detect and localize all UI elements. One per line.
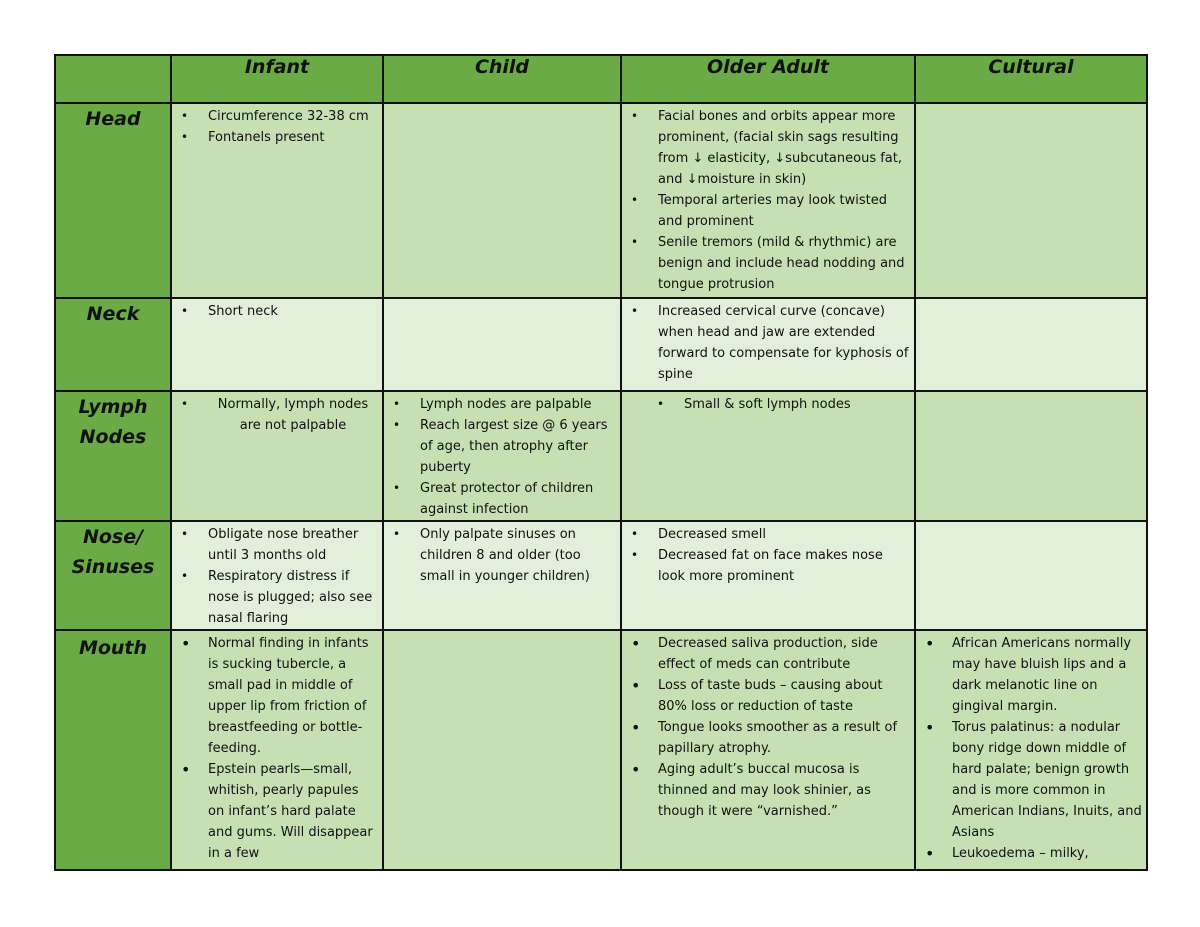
cell-lymph-infant xyxy=(171,391,383,521)
row-label-neck xyxy=(55,298,171,391)
cell-mouth-child xyxy=(383,630,621,870)
list-item: • Decreased smell xyxy=(658,524,910,545)
cell-mouth-cultural xyxy=(915,630,1147,870)
list-item: • Epstein pearls—small, whitish, pearly papules on infant’s hard palate and gums. Will disappear in a few xyxy=(208,759,378,864)
cell-neck-infant xyxy=(171,298,383,391)
list-item: • Decreased saliva production, side effect of meds can contribute xyxy=(658,633,910,675)
list-item: • Normally, lymph nodes are not palpable xyxy=(208,394,378,436)
row-label-line: Nose/ xyxy=(82,526,144,548)
list-item: • Senile tremors (mild & rhythmic) are benign and include head nodding and tongue protrusion xyxy=(658,232,910,295)
cell-neck-cultural xyxy=(915,298,1147,391)
row-label-line: Head xyxy=(85,108,141,130)
row-nose-sinuses xyxy=(55,521,1147,630)
header-row xyxy=(55,55,1147,103)
list-item: • Only palpate sinuses on children 8 and older (too small in younger children) xyxy=(420,524,616,587)
row-label-lymph-nodes xyxy=(55,391,171,521)
cell-nose-cultural xyxy=(915,521,1147,630)
cell-mouth-infant xyxy=(171,630,383,870)
cell-head-child xyxy=(383,103,621,298)
row-label-line: Lymph xyxy=(78,396,148,418)
col-header-infant: Infant xyxy=(171,55,383,103)
cell-nose-older-adult xyxy=(621,521,915,630)
cell-head-infant xyxy=(171,103,383,298)
row-label-line: Nodes xyxy=(79,426,147,448)
list-item: • Lymph nodes are palpable xyxy=(420,394,616,415)
list-item: • Leukoedema – milky, xyxy=(952,843,1142,864)
list-item: • African Americans normally may have bluish lips and a dark melanotic line on gingival margin. xyxy=(952,633,1142,717)
list-item: • Fontanels present xyxy=(208,127,378,148)
cell-neck-older-adult xyxy=(621,298,915,391)
row-label-line: Sinuses xyxy=(71,556,155,578)
cell-lymph-child xyxy=(383,391,621,521)
list-item: • Great protector of children against infection xyxy=(420,478,616,520)
row-lymph-nodes xyxy=(55,391,1147,521)
list-item: • Short neck xyxy=(208,301,378,322)
row-label-mouth xyxy=(55,630,171,870)
cell-head-older-adult xyxy=(621,103,915,298)
assessment-table xyxy=(54,54,1148,871)
row-neck xyxy=(55,298,1147,391)
row-label-line: Neck xyxy=(86,303,140,325)
cell-head-cultural xyxy=(915,103,1147,298)
corner-header xyxy=(55,55,171,103)
cell-neck-child xyxy=(383,298,621,391)
list-item: • Increased cervical curve (concave) when head and jaw are extended forward to compensate for kyphosis of spine xyxy=(658,301,910,385)
list-item: • Normal finding in infants is sucking tubercle, a small pad in middle of upper lip from friction of breastfeeding or bottle-feeding. xyxy=(208,633,378,759)
list-item: • Facial bones and orbits appear more prominent, (facial skin sags resulting from ↓ elasticity, ↓subcutaneous fat, and ↓moisture in skin) xyxy=(658,106,910,190)
cell-mouth-older-adult xyxy=(621,630,915,870)
list-item: • Temporal arteries may look twisted and prominent xyxy=(658,190,910,232)
list-item: • Obligate nose breather until 3 months old xyxy=(208,524,378,566)
list-item: • Reach largest size @ 6 years of age, then atrophy after puberty xyxy=(420,415,616,478)
col-header-cultural: Cultural xyxy=(915,55,1147,103)
col-header-older-adult: Older Adult xyxy=(621,55,915,103)
list-item: • Circumference 32-38 cm xyxy=(208,106,378,127)
list-item: • Respiratory distress if nose is plugged; also see nasal flaring xyxy=(208,566,378,629)
row-label-nose-sinuses xyxy=(55,521,171,630)
list-item: • Aging adult’s buccal mucosa is thinned and may look shinier, as though it were “varnished.” xyxy=(658,759,910,822)
cell-nose-infant xyxy=(171,521,383,630)
row-label-line: Mouth xyxy=(78,637,148,659)
list-item: • Small & soft lymph nodes xyxy=(684,394,910,415)
list-item: • Loss of taste buds – causing about 80% loss or reduction of taste xyxy=(658,675,910,717)
list-item: • Tongue looks smoother as a result of papillary atrophy. xyxy=(658,717,910,759)
list-item: • Decreased fat on face makes nose look more prominent xyxy=(658,545,910,587)
cell-lymph-cultural xyxy=(915,391,1147,521)
cell-lymph-older-adult xyxy=(621,391,915,521)
row-mouth xyxy=(55,630,1147,870)
list-item: • Torus palatinus: a nodular bony ridge down middle of hard palate; benign growth and is more common in American Indians, Inuits, and Asians xyxy=(952,717,1142,843)
row-head xyxy=(55,103,1147,298)
row-label-head xyxy=(55,103,171,298)
col-header-child: Child xyxy=(383,55,621,103)
cell-nose-child xyxy=(383,521,621,630)
